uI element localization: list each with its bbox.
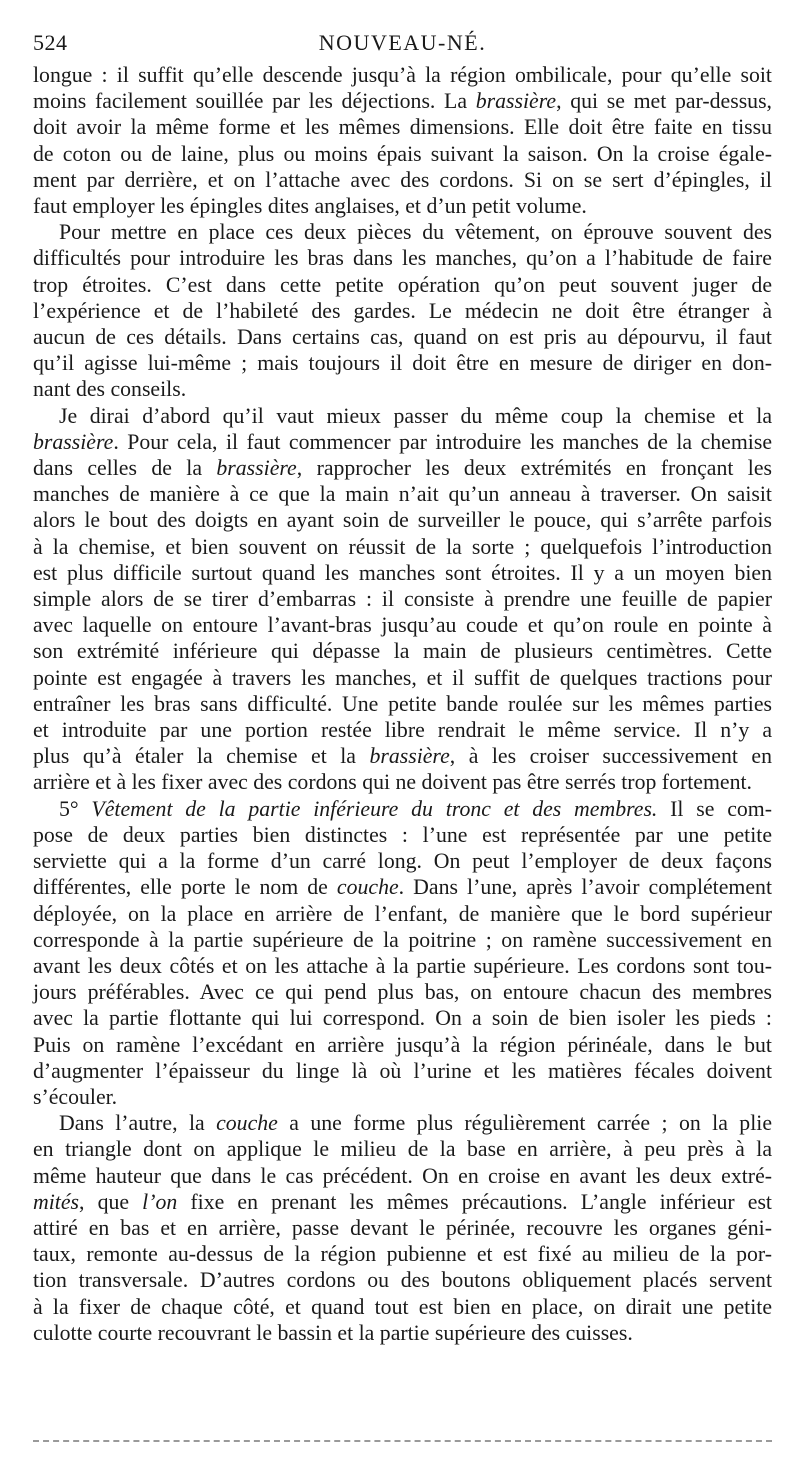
text-line: de coton ou de laine, plus ou moins épais suivant la saison. On la croise égale-	[33, 141, 772, 166]
page-header	[33, 22, 772, 62]
text-line: entraîner les bras sans difficulté. Une petite bande roulée sur les mêmes parties	[33, 691, 772, 716]
running-head: NOUVEAU-NÉ.	[318, 30, 487, 55]
text-line: corresponde à la partie supérieure de la poitrine ; on ramène successivement en	[33, 927, 772, 952]
text-line: dans celles de la brassière, rapprocher les deux extrémités en fronçant les	[33, 456, 773, 481]
paragraph	[33, 403, 772, 796]
page-number: 524	[33, 30, 68, 55]
text-line: est plus difficile surtout quand les manches sont étroites. Il y a un moyen bien	[33, 560, 772, 585]
text-line: simple alors de se tirer d’embarras : il consiste à prendre une feuille de papier	[33, 587, 772, 612]
text-line: Dans l’autre, la couche a une forme plus régulièrement carrée ; on la plie	[59, 1111, 772, 1136]
footer-rule	[33, 1440, 772, 1442]
text-line: avant les deux côtés et on les attache à la partie supérieure. Les cordons sont tou-	[33, 953, 772, 978]
text-line: serviette qui a la forme d’un carré long. On peut l’employer de deux façons	[33, 849, 772, 874]
text-line: doit avoir la même forme et les mêmes dimensions. Elle doit être faite en tissu	[33, 115, 772, 140]
text-line: déployée, on la place en arrière de l’enfant, de manière que le bord supérieur	[33, 901, 772, 926]
text-line: jours préférables. Avec ce qui pend plus bas, on entoure chacun des membres	[33, 980, 772, 1005]
paragraph	[33, 1110, 772, 1346]
paragraph	[33, 219, 772, 402]
text-line: Pour mettre en place ces deux pièces du vêtement, on éprouve souvent des	[59, 220, 772, 245]
text-line: faut employer les épingles dites anglaises, et d’un petit volume.	[33, 194, 587, 219]
body-text	[33, 62, 772, 1346]
text-line: même hauteur que dans le cas précédent. On en croise en avant les deux extré-	[33, 1163, 772, 1188]
text-line: manches de manière à ce que la main n’ait qu’un anneau à traverser. On saisit	[33, 482, 772, 507]
text-line: mités, que l’on fixe en prenant les mêmes précautions. L’angle inférieur est	[33, 1189, 772, 1214]
text-line: plus qu’à étaler la chemise et la brassière, à les croiser successivement en	[33, 744, 772, 769]
text-line: son extrémité inférieure qui dépasse la main de plusieurs centimètres. Cette	[33, 639, 772, 664]
text-line: alors le bout des doigts en ayant soin de surveiller le pouce, qui s’arrête parfois	[33, 508, 772, 533]
text-line: difficultés pour introduire les bras dans les manches, qu’on a l’habitude de faire	[33, 246, 772, 271]
text-line: à la fixer de chaque côté, et quand tout est bien en place, on dirait une petite	[33, 1294, 772, 1319]
text-line: taux, remonte au-dessus de la région pubienne et est fixé au milieu de la por-	[33, 1242, 772, 1267]
text-line: arrière et à les fixer avec des cordons qui ne doivent pas être serrés trop fortement.	[33, 770, 752, 795]
paragraph	[33, 796, 772, 1110]
text-line: l’expérience et de l’habileté des gardes. Le médecin ne doit être étranger à	[33, 298, 772, 323]
text-line: nant des conseils.	[33, 377, 187, 402]
text-line: culotte courte recouvrant le bassin et la partie supérieure des cuisses.	[33, 1320, 633, 1345]
text-line: trop étroites. C’est dans cette petite opération qu’on peut souvent juger de	[33, 272, 772, 297]
text-line: différentes, elle porte le nom de couche. Dans l’une, après l’avoir complétement	[33, 875, 772, 900]
text-line: et introduite par une portion restée libre rendrait le même service. Il n’y a	[33, 718, 772, 743]
paragraph	[33, 62, 772, 219]
text-line: en triangle dont on applique le milieu de la base en arrière, à peu près à la	[33, 1137, 772, 1162]
text-line: ment par derrière, et on l’attache avec des cordons. Si on se sert d’épingles, il	[33, 167, 772, 192]
text-line: attiré en bas et en arrière, passe devant le périnée, recouvre les organes géni-	[33, 1215, 772, 1240]
text-line: Puis on ramène l’excédant en arrière jusqu’à la région périnéale, dans le but	[33, 1032, 772, 1057]
text-line: brassière. Pour cela, il faut commencer par introduire les manches de la chemise	[33, 429, 772, 454]
text-line: Je dirai d’abord qu’il vaut mieux passer du même coup la chemise et la	[59, 403, 772, 428]
text-line: pointe est engagée à travers les manches, et il suffit de quelques tractions pour	[33, 665, 772, 690]
text-line: qu’il agisse lui-même ; mais toujours il doit être en mesure de diriger en don-	[33, 351, 772, 376]
text-line: avec laquelle on entoure l’avant-bras jusqu’au coude et qu’on roule en pointe à	[33, 613, 772, 638]
text-line: tion transversale. D’autres cordons ou des boutons obliquement placés servent	[33, 1268, 772, 1293]
text-line: pose de deux parties bien distinctes : l’une est représentée par une petite	[33, 822, 772, 847]
text-line: 5° Vêtement de la partie inférieure du tronc et des membres. Il se com-	[59, 796, 772, 821]
text-line: à la chemise, et bien souvent on réussit de la sorte ; quelquefois l’introduction	[33, 534, 772, 559]
text-line: s’écouler.	[33, 1084, 118, 1109]
text-line: d’augmenter l’épaisseur du linge là où l’urine et les matières fécales doivent	[33, 1058, 772, 1083]
text-line: moins facilement souillée par les déjections. La brassière, qui se met par-dessus,	[33, 89, 773, 114]
text-line: avec la partie flottante qui lui correspond. On a soin de bien isoler les pieds :	[33, 1006, 772, 1031]
text-line: aucun de ces détails. Dans certains cas, quand on est pris au dépourvu, il faut	[33, 325, 772, 350]
text-line: longue : il suffit qu’elle descende jusqu’à la région ombilicale, pour qu’elle soit	[33, 63, 772, 87]
